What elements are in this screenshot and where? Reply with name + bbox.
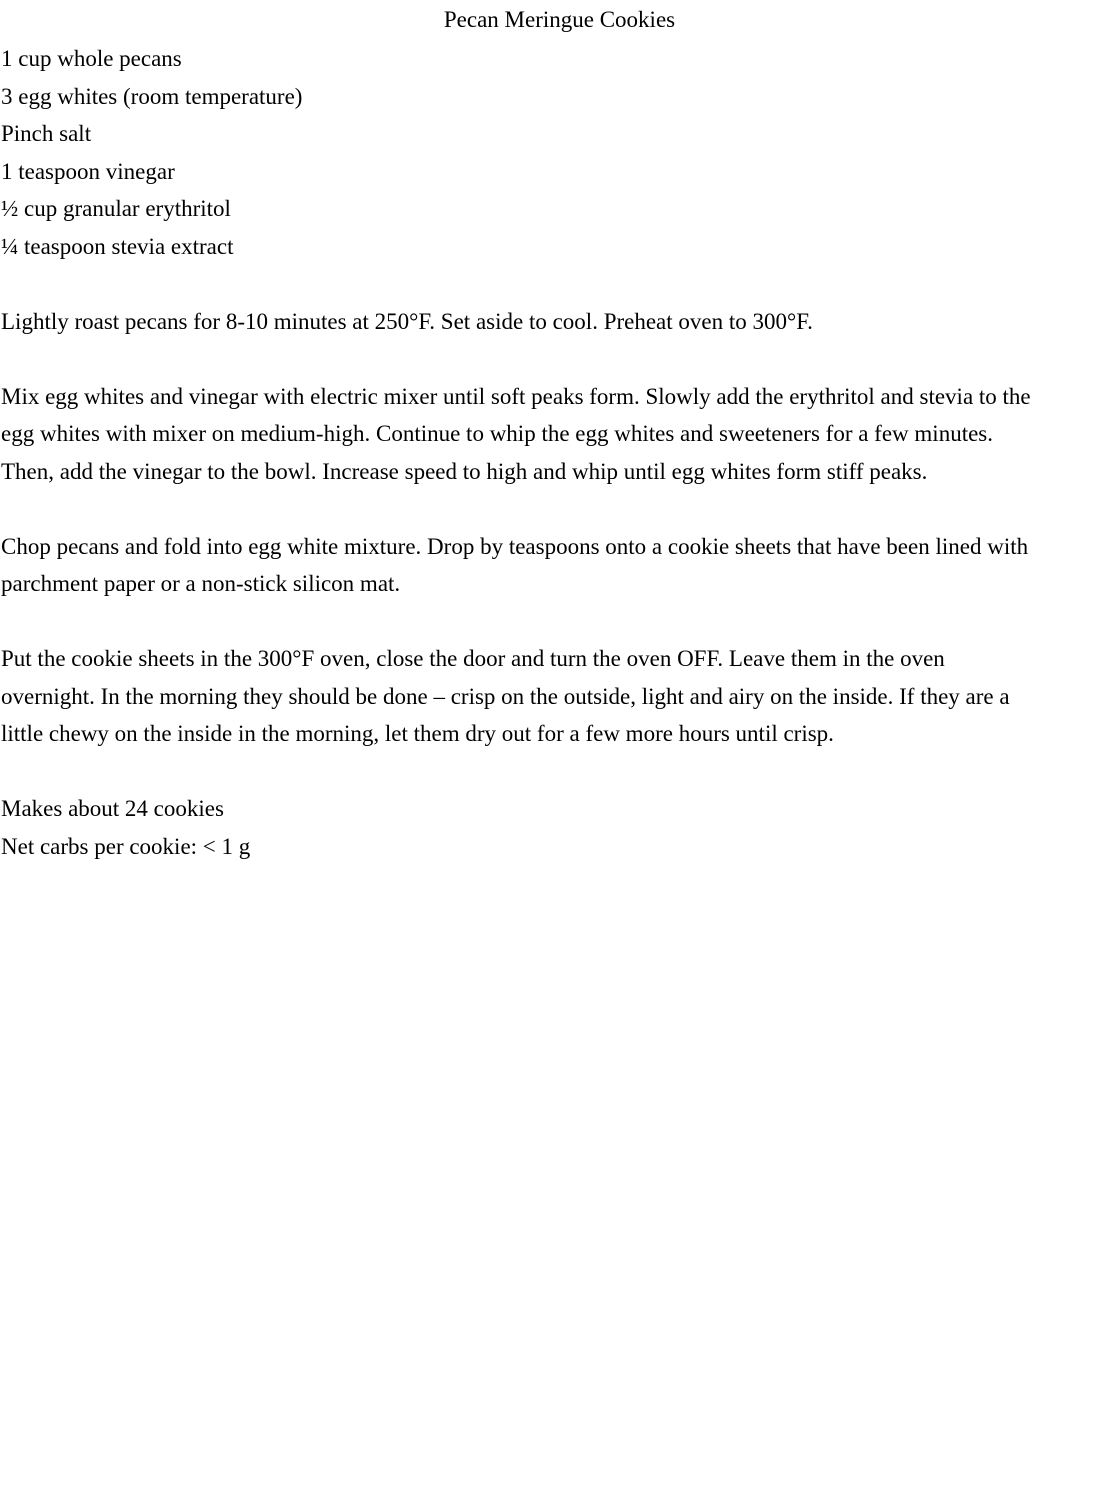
baking-instructions	[1, 640, 1119, 753]
paragraph-line: overnight. In the morning they should be done – crisp on the outside, light and airy on the inside. If they are a	[1, 683, 1010, 709]
net-carbs-line: Net carbs per cookie: < 1 g	[1, 833, 251, 859]
page-title: Pecan Meringue Cookies	[443, 7, 676, 32]
ingredient-item: ½ cup granular erythritol	[1, 196, 231, 221]
ingredient-item: 1 cup whole pecans	[1, 46, 182, 71]
yield-info	[1, 790, 1119, 865]
folding-instructions	[1, 528, 1119, 603]
paragraph-line: egg whites with mixer on medium-high. Continue to whip the egg whites and sweeteners for a few minutes.	[1, 421, 993, 446]
paragraph-line: Put the cookie sheets in the 300°F oven, close the door and turn the oven OFF. Leave them in the oven	[1, 646, 945, 671]
paragraph-line: parchment paper or a non-stick silicon mat.	[1, 571, 401, 596]
mixing-instructions	[1, 378, 1119, 491]
ingredient-list	[1, 40, 1119, 265]
paragraph-line: little chewy on the inside in the morning, let them dry out for a few more hours until crisp.	[1, 721, 834, 746]
paragraph-line: Chop pecans and fold into egg white mixture. Drop by teaspoons onto a cookie sheets that have been lined with	[1, 533, 1029, 559]
ingredient-item: ¼ teaspoon stevia extract	[1, 233, 234, 259]
recipe-body	[1, 40, 1119, 865]
ingredient-item: 3 egg whites (room temperature)	[1, 83, 303, 109]
ingredient-item: Pinch salt	[1, 121, 92, 146]
roast-instructions	[1, 303, 1119, 341]
paragraph-line: Lightly roast pecans for 8-10 minutes at 250°F. Set aside to cool. Preheat oven to 300°F.	[1, 308, 813, 334]
paragraph-line: Mix egg whites and vinegar with electric mixer until soft peaks form. Slowly add the erythritol and stevia to the	[1, 383, 1031, 409]
ingredient-item: 1 teaspoon vinegar	[1, 158, 175, 184]
paragraph-line: Then, add the vinegar to the bowl. Increase speed to high and whip until egg whites form stiff peaks.	[1, 458, 928, 484]
yield-line: Makes about 24 cookies	[1, 796, 224, 821]
